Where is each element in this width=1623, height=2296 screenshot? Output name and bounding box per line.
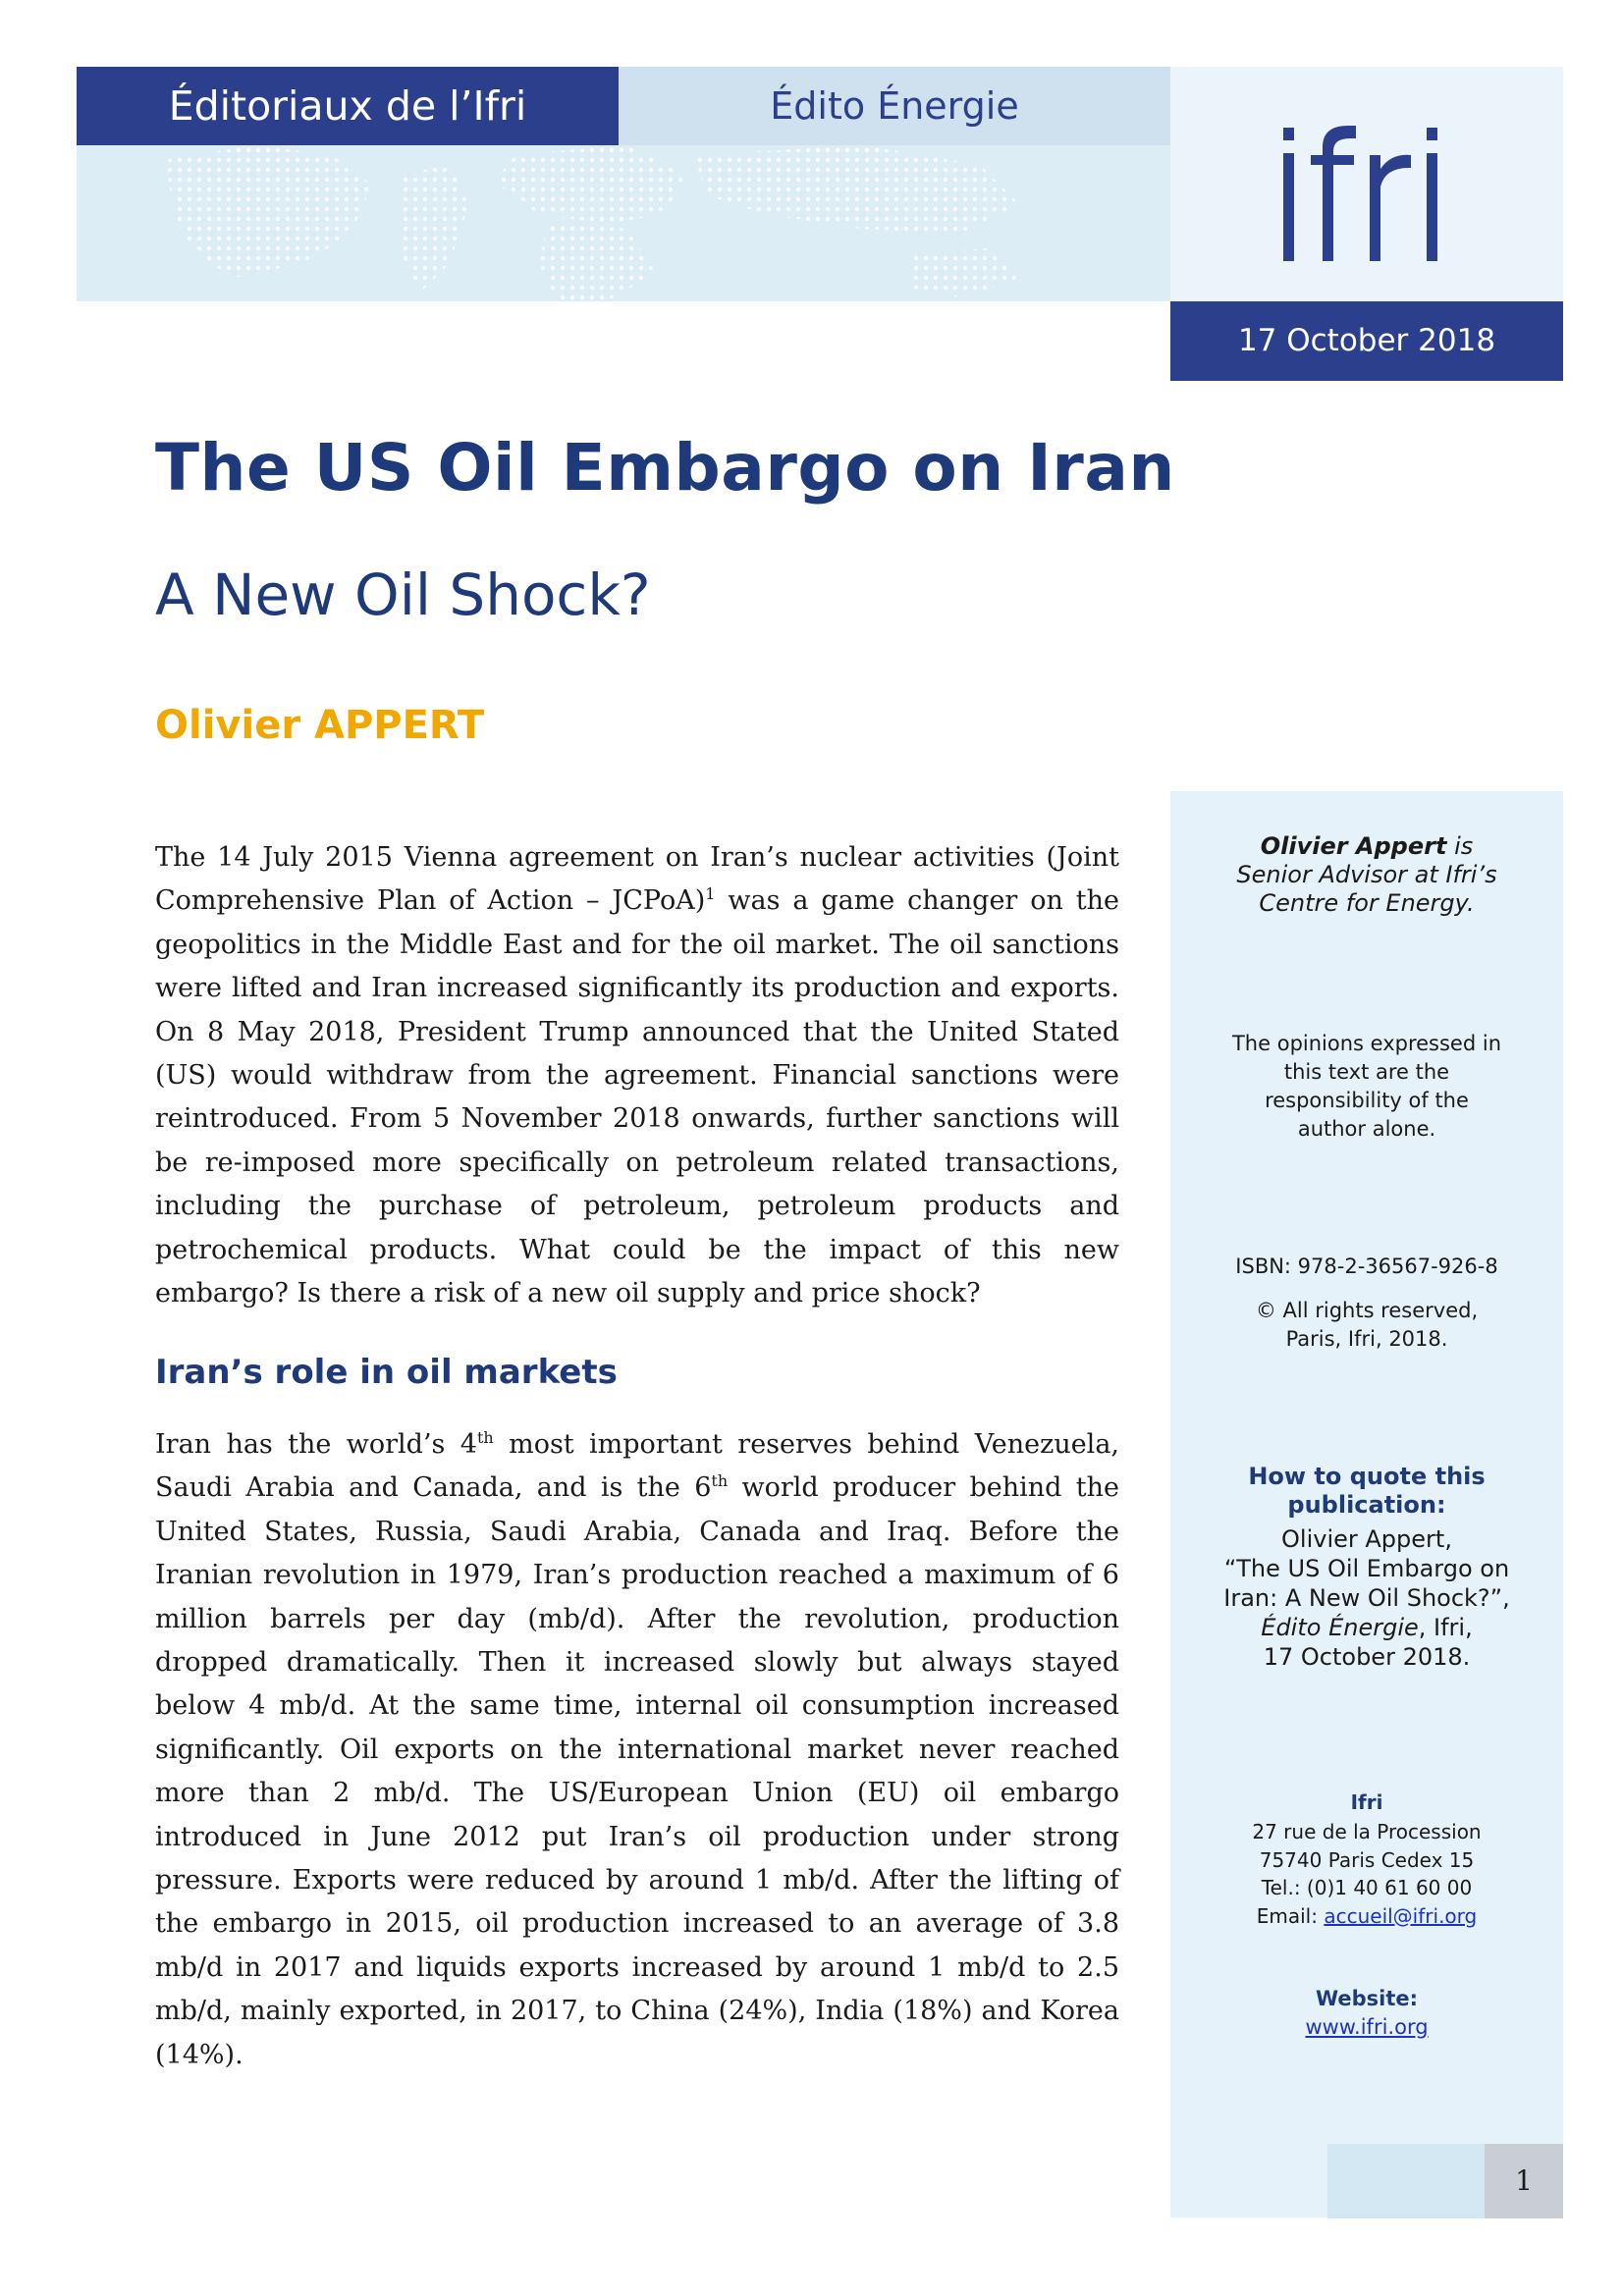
subseries-banner: [619, 67, 1170, 145]
email-link[interactable]: accueil@ifri.org: [1324, 1903, 1478, 1928]
page-number-box: [1485, 2144, 1563, 2218]
citation-series: Édito Énergie: [1261, 1614, 1419, 1641]
author-bio: [1170, 832, 1563, 918]
section-text-a: Iran has the world’s 4: [155, 1429, 477, 1460]
citation-text: , Ifri,: [1418, 1614, 1473, 1641]
copyright-line: Paris, Ifri, 2018.: [1285, 1327, 1448, 1351]
citation-line: Olivier Appert,: [1281, 1525, 1452, 1553]
page-number-strip: [1327, 2144, 1485, 2218]
bio-text: Centre for Energy.: [1259, 889, 1475, 917]
bio-name: Olivier Appert: [1260, 832, 1447, 860]
citation-line: Iran: A New Oil Shock?”,: [1223, 1584, 1510, 1612]
bio-text: is: [1446, 832, 1474, 860]
section-paragraph: [155, 1423, 1119, 2077]
website-heading: Website:: [1315, 1987, 1419, 2010]
ordinal-sup: th: [711, 1471, 729, 1491]
isbn: ISBN: 978-2-36567-926-8: [1235, 1255, 1498, 1278]
citation-line: 17 October 2018.: [1263, 1643, 1471, 1671]
disclaimer: [1170, 1030, 1563, 1144]
section-heading: Iran’s role in oil markets: [155, 1353, 618, 1392]
intro-paragraph: [155, 836, 1119, 1315]
email-label: Email:: [1256, 1903, 1325, 1928]
citation-heading-line: How to quote this: [1248, 1463, 1486, 1490]
address: [1170, 1818, 1563, 1930]
disclaimer-line: responsibility of the: [1265, 1089, 1469, 1112]
page-number: 1: [1515, 2164, 1533, 2197]
publication-date: 17 October 2018: [1237, 323, 1496, 358]
ifri-heading: Ifri: [1350, 1790, 1383, 1814]
intro-text-a: The 14 July 2015 Vienna agreement on Iran’s nuclear activities (Joint Comprehensive Plan of Action – JCPoA): [155, 842, 1119, 917]
disclaimer-line: this text are the: [1283, 1060, 1450, 1084]
footnote-ref[interactable]: 1: [705, 884, 716, 904]
address-line: 75740 Paris Cedex 15: [1259, 1847, 1475, 1872]
email-line: [1170, 1902, 1563, 1931]
citation-heading-line: publication:: [1287, 1491, 1446, 1519]
bio-text: Senior Advisor at Ifri’s: [1236, 861, 1497, 888]
series-banner: [77, 67, 619, 145]
document-title: The US Oil Embargo on Iran: [155, 430, 1175, 506]
citation-heading: [1170, 1463, 1563, 1520]
copyright: [1170, 1297, 1563, 1354]
disclaimer-line: author alone.: [1297, 1117, 1436, 1141]
citation-line: [1170, 1613, 1563, 1642]
address-line: Tel.: (0)1 40 61 60 00: [1261, 1876, 1473, 1899]
ordinal-sup: th: [476, 1428, 494, 1447]
ifri-logo: [1271, 118, 1448, 275]
subseries-title: Édito Énergie: [770, 84, 1019, 128]
document-subtitle: A New Oil Shock?: [155, 561, 651, 628]
series-title: Éditoriaux de l’Ifri: [168, 82, 527, 130]
website-link[interactable]: www.ifri.org: [1305, 2015, 1429, 2039]
address-line: 27 rue de la Procession: [1252, 1820, 1482, 1843]
section-text-c: world producer behind the United States, Russia, Saudi Arabia, Canada and Iraq. Before the Iranian revolution in 1979, Iran’s production reached a maximum of 6 million barrels per day (mb/d). After the revolution, production dropped dramatically. Then it increased slowly but always stayed below 4 mb/d. At the same time, internal oil consumption increased significantly. Oil exports on the international market never reached more than 2 mb/d. The US/European Union (EU) oil embargo introduced in June 2012 put Iran’s oil production under strong pressure. Exports were reduced by around 1 mb/d. After the lifting of the embargo in 2015, oil production increased to an average of 3.8 mb/d in 2017 and liquids exports increased by around 1 mb/d to 2.5 mb/d, mainly exported, in 2017, to China (24%), India (18%) and Korea (14%).: [155, 1472, 1119, 2070]
disclaimer-line: The opinions expressed in: [1231, 1032, 1501, 1055]
intro-text-b: was a game changer on the geopolitics in the Middle East and for the oil market. The oil sanctions were lifted and Iran increased significantly its production and exports. On 8 May 2018, President Trump announced that the United Stated (US) would withdraw from the agreement. Financial sanctions were reintroduced. From 5 November 2018 onwards, further sanctions will be re-imposed more specifically on petroleum related transactions, including the purchase of petroleum, petroleum products and petrochemical products. What could be the impact of this new embargo? Is there a risk of a new oil supply and price shock?: [155, 885, 1119, 1309]
section-text-b: most important reserves behind Venezuela, Saudi Arabia and Canada, and is the 6: [155, 1429, 1119, 1504]
date-banner: [1170, 301, 1563, 381]
copyright-line: © All rights reserved,: [1255, 1299, 1479, 1322]
citation-line: “The US Oil Embargo on: [1223, 1555, 1510, 1582]
author-name: Olivier APPERT: [155, 703, 485, 748]
citation: [1170, 1524, 1563, 1672]
